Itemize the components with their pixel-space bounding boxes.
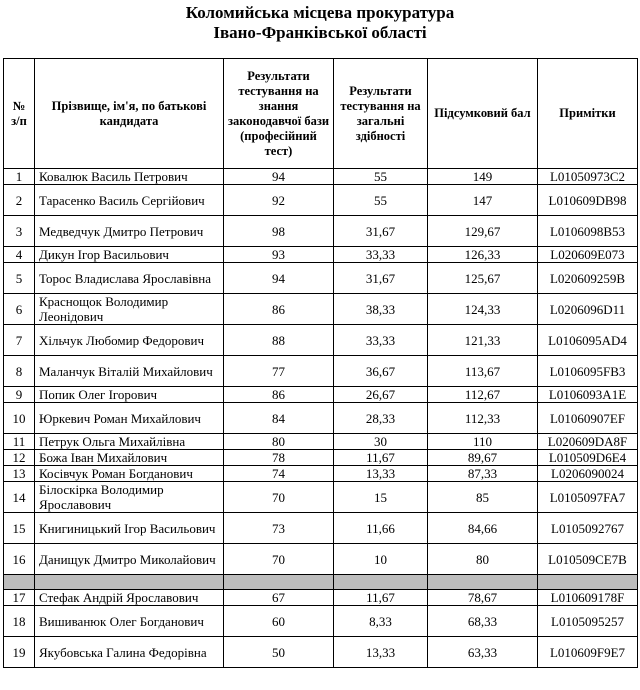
cell-num: 12 <box>4 450 35 466</box>
cell-name: Дикун Ігор Васильович <box>35 247 224 263</box>
cell-test-general: 26,67 <box>334 387 428 403</box>
cell-num: 15 <box>4 513 35 544</box>
cell-num: 14 <box>4 482 35 513</box>
cell-name: Данищук Дмитро Миколайович <box>35 544 224 575</box>
cell-test-general: 55 <box>334 169 428 185</box>
cell-note: L010609178F <box>538 590 638 606</box>
cell-total: 126,33 <box>428 247 538 263</box>
cell-name: Торос Владислава Ярославівна <box>35 263 224 294</box>
cell-num: 17 <box>4 590 35 606</box>
separator-row <box>4 575 638 590</box>
cell-test-general: 55 <box>334 185 428 216</box>
table-row <box>4 387 638 403</box>
cell-test-general: 15 <box>334 482 428 513</box>
cell-test-general: 11,66 <box>334 513 428 544</box>
cell-total: 129,67 <box>428 216 538 247</box>
title-line-2: Івано-Франківської області <box>213 23 427 42</box>
cell-test-law: 92 <box>224 185 334 216</box>
cell-note: L0106095AD4 <box>538 325 638 356</box>
cell-test-law: 84 <box>224 403 334 434</box>
cell-num: 5 <box>4 263 35 294</box>
cell-name: Стефак Андрій Ярославович <box>35 590 224 606</box>
cell-test-law: 78 <box>224 450 334 466</box>
table-row <box>4 169 638 185</box>
cell-name: Божа Іван Михайлович <box>35 450 224 466</box>
cell-num: 1 <box>4 169 35 185</box>
table-row <box>4 325 638 356</box>
cell-num: 16 <box>4 544 35 575</box>
table-row <box>4 466 638 482</box>
cell-name: Книгиницький Ігор Васильович <box>35 513 224 544</box>
cell-num: 19 <box>4 637 35 668</box>
cell-total: 149 <box>428 169 538 185</box>
cell-total: 112,67 <box>428 387 538 403</box>
cell-note: L010609DB98 <box>538 185 638 216</box>
table-row <box>4 606 638 637</box>
cell-note: L0106095FB3 <box>538 356 638 387</box>
cell-test-general: 11,67 <box>334 590 428 606</box>
separator-cell <box>35 575 224 590</box>
cell-test-law: 50 <box>224 637 334 668</box>
results-table <box>3 58 638 668</box>
cell-note: L01060907EF <box>538 403 638 434</box>
cell-test-law: 80 <box>224 434 334 450</box>
cell-test-law: 67 <box>224 590 334 606</box>
separator-cell <box>4 575 35 590</box>
table-row <box>4 637 638 668</box>
cell-num: 4 <box>4 247 35 263</box>
table-row <box>4 356 638 387</box>
table-row <box>4 513 638 544</box>
cell-note: L020609E073 <box>538 247 638 263</box>
cell-note: L020609259B <box>538 263 638 294</box>
cell-num: 10 <box>4 403 35 434</box>
table-row <box>4 544 638 575</box>
cell-test-general: 28,33 <box>334 403 428 434</box>
cell-name: Юркевич Роман Михайлович <box>35 403 224 434</box>
cell-total: 121,33 <box>428 325 538 356</box>
cell-total: 113,67 <box>428 356 538 387</box>
col-header-num: № з/п <box>4 59 35 169</box>
cell-note: L0105095257 <box>538 606 638 637</box>
cell-total: 125,67 <box>428 263 538 294</box>
table-row <box>4 450 638 466</box>
cell-num: 7 <box>4 325 35 356</box>
cell-total: 68,33 <box>428 606 538 637</box>
cell-total: 89,67 <box>428 450 538 466</box>
cell-total: 124,33 <box>428 294 538 325</box>
separator-cell <box>428 575 538 590</box>
cell-total: 85 <box>428 482 538 513</box>
col-header-test-general: Результати тестування на загальні здібності <box>334 59 428 169</box>
cell-note: L020609DA8F <box>538 434 638 450</box>
cell-note: L010509CE7B <box>538 544 638 575</box>
cell-num: 6 <box>4 294 35 325</box>
cell-name: Маланчук Віталій Михайлович <box>35 356 224 387</box>
table-row <box>4 263 638 294</box>
cell-total: 78,67 <box>428 590 538 606</box>
cell-note: L0105092767 <box>538 513 638 544</box>
cell-test-law: 98 <box>224 216 334 247</box>
cell-test-law: 70 <box>224 544 334 575</box>
col-header-total: Підсумковий бал <box>428 59 538 169</box>
cell-test-general: 33,33 <box>334 325 428 356</box>
cell-num: 3 <box>4 216 35 247</box>
cell-total: 84,66 <box>428 513 538 544</box>
col-header-notes: Примітки <box>538 59 638 169</box>
cell-total: 87,33 <box>428 466 538 482</box>
cell-name: Білоскірка Володимир Ярославович <box>35 482 224 513</box>
cell-test-general: 13,33 <box>334 637 428 668</box>
cell-num: 2 <box>4 185 35 216</box>
separator-cell <box>224 575 334 590</box>
cell-test-law: 86 <box>224 387 334 403</box>
cell-name: Хільчук Любомир Федорович <box>35 325 224 356</box>
cell-test-law: 94 <box>224 169 334 185</box>
cell-test-law: 77 <box>224 356 334 387</box>
table-row <box>4 482 638 513</box>
col-header-name: Прізвище, ім'я, по батькові кандидата <box>35 59 224 169</box>
cell-name: Вишиванюк Олег Богданович <box>35 606 224 637</box>
cell-test-general: 33,33 <box>334 247 428 263</box>
cell-num: 18 <box>4 606 35 637</box>
cell-name: Краснощок Володимир Леонідович <box>35 294 224 325</box>
cell-total: 110 <box>428 434 538 450</box>
cell-test-law: 73 <box>224 513 334 544</box>
table-row <box>4 590 638 606</box>
cell-test-law: 94 <box>224 263 334 294</box>
cell-test-general: 31,67 <box>334 216 428 247</box>
separator-cell <box>538 575 638 590</box>
cell-name: Ковалюк Василь Петрович <box>35 169 224 185</box>
document-title <box>0 3 640 43</box>
cell-note: L010609F9E7 <box>538 637 638 668</box>
table-row <box>4 434 638 450</box>
cell-test-general: 38,33 <box>334 294 428 325</box>
cell-name: Медведчук Дмитро Петрович <box>35 216 224 247</box>
cell-test-general: 31,67 <box>334 263 428 294</box>
table-row <box>4 247 638 263</box>
cell-total: 80 <box>428 544 538 575</box>
table-row <box>4 216 638 247</box>
cell-note: L010509D6E4 <box>538 450 638 466</box>
cell-test-general: 13,33 <box>334 466 428 482</box>
cell-num: 11 <box>4 434 35 450</box>
cell-total: 112,33 <box>428 403 538 434</box>
table-header-row <box>4 59 638 169</box>
cell-test-law: 86 <box>224 294 334 325</box>
cell-name: Петрук Ольга Михайлівна <box>35 434 224 450</box>
cell-test-general: 30 <box>334 434 428 450</box>
cell-test-general: 36,67 <box>334 356 428 387</box>
title-line-1: Коломийська місцева прокуратура <box>185 3 455 22</box>
cell-note: L01050973C2 <box>538 169 638 185</box>
cell-test-general: 8,33 <box>334 606 428 637</box>
cell-num: 8 <box>4 356 35 387</box>
separator-cell <box>334 575 428 590</box>
cell-name: Тарасенко Василь Сергійович <box>35 185 224 216</box>
cell-test-general: 11,67 <box>334 450 428 466</box>
cell-test-law: 74 <box>224 466 334 482</box>
cell-num: 9 <box>4 387 35 403</box>
cell-note: L0105097FA7 <box>538 482 638 513</box>
cell-note: L0206096D11 <box>538 294 638 325</box>
cell-total: 147 <box>428 185 538 216</box>
cell-note: L0106093A1E <box>538 387 638 403</box>
cell-note: L0206090024 <box>538 466 638 482</box>
cell-test-law: 93 <box>224 247 334 263</box>
table-body <box>4 169 638 668</box>
table-row <box>4 294 638 325</box>
col-header-test-law: Результати тестування на знання законодавчої бази (професійний тест) <box>224 59 334 169</box>
cell-test-law: 88 <box>224 325 334 356</box>
table-row <box>4 185 638 216</box>
cell-num: 13 <box>4 466 35 482</box>
table-row <box>4 403 638 434</box>
cell-test-law: 70 <box>224 482 334 513</box>
cell-name: Косівчук Роман Богданович <box>35 466 224 482</box>
cell-test-general: 10 <box>334 544 428 575</box>
cell-note: L0106098B53 <box>538 216 638 247</box>
cell-name: Попик Олег Ігорович <box>35 387 224 403</box>
cell-total: 63,33 <box>428 637 538 668</box>
cell-name: Якубовська Галина Федорівна <box>35 637 224 668</box>
cell-test-law: 60 <box>224 606 334 637</box>
